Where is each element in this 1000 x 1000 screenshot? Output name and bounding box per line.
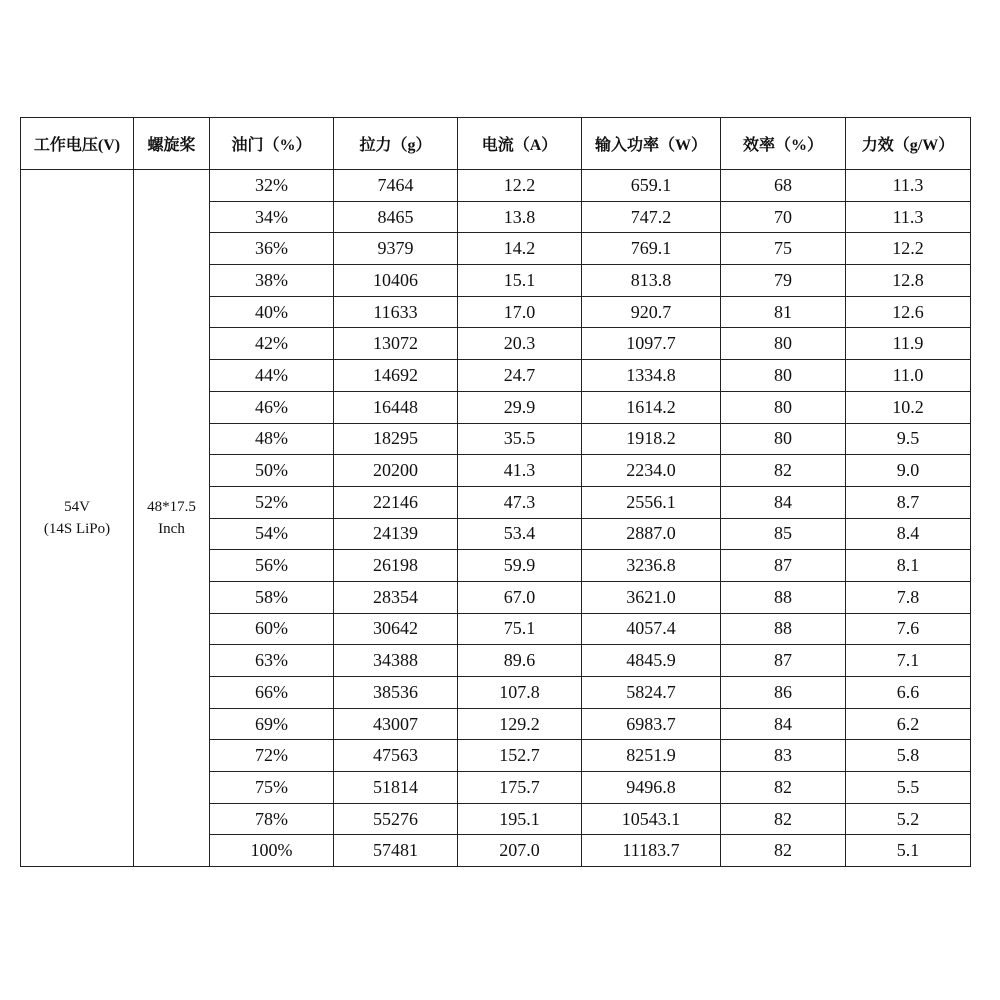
cell-efficiency: 81 xyxy=(721,296,846,328)
cell-input-power: 5824.7 xyxy=(582,677,721,709)
cell-force-efficiency: 9.0 xyxy=(846,455,971,487)
header-throttle: 油门（%） xyxy=(210,118,334,170)
cell-input-power: 2887.0 xyxy=(582,518,721,550)
cell-force-efficiency: 8.1 xyxy=(846,550,971,582)
cell-throttle: 100% xyxy=(210,835,334,867)
cell-efficiency: 84 xyxy=(721,708,846,740)
cell-current: 53.4 xyxy=(458,518,582,550)
cell-current: 195.1 xyxy=(458,803,582,835)
cell-force-efficiency: 9.5 xyxy=(846,423,971,455)
cell-input-power: 1334.8 xyxy=(582,360,721,392)
cell-efficiency: 88 xyxy=(721,581,846,613)
cell-input-power: 10543.1 xyxy=(582,803,721,835)
cell-input-power: 4845.9 xyxy=(582,645,721,677)
cell-input-power: 6983.7 xyxy=(582,708,721,740)
table-row xyxy=(21,170,971,202)
cell-throttle: 58% xyxy=(210,581,334,613)
header-input-power: 输入功率（W） xyxy=(582,118,721,170)
cell-force-efficiency: 12.8 xyxy=(846,265,971,297)
cell-input-power: 3236.8 xyxy=(582,550,721,582)
cell-efficiency: 87 xyxy=(721,550,846,582)
cell-efficiency: 80 xyxy=(721,328,846,360)
header-row xyxy=(21,118,971,170)
cell-force-efficiency: 7.8 xyxy=(846,581,971,613)
cell-throttle: 69% xyxy=(210,708,334,740)
cell-current: 29.9 xyxy=(458,391,582,423)
cell-input-power: 769.1 xyxy=(582,233,721,265)
cell-thrust: 22146 xyxy=(334,486,458,518)
cell-force-efficiency: 7.6 xyxy=(846,613,971,645)
cell-current: 41.3 xyxy=(458,455,582,487)
cell-thrust: 38536 xyxy=(334,677,458,709)
cell-efficiency: 79 xyxy=(721,265,846,297)
cell-efficiency: 86 xyxy=(721,677,846,709)
cell-thrust: 20200 xyxy=(334,455,458,487)
cell-throttle: 78% xyxy=(210,803,334,835)
header-propeller: 螺旋桨 xyxy=(134,118,210,170)
cell-efficiency: 87 xyxy=(721,645,846,677)
cell-thrust: 51814 xyxy=(334,772,458,804)
cell-thrust: 7464 xyxy=(334,170,458,202)
cell-input-power: 1918.2 xyxy=(582,423,721,455)
cell-thrust: 18295 xyxy=(334,423,458,455)
cell-force-efficiency: 12.6 xyxy=(846,296,971,328)
cell-efficiency: 88 xyxy=(721,613,846,645)
cell-throttle: 46% xyxy=(210,391,334,423)
cell-force-efficiency: 11.0 xyxy=(846,360,971,392)
cell-efficiency: 75 xyxy=(721,233,846,265)
cell-input-power: 9496.8 xyxy=(582,772,721,804)
cell-current: 89.6 xyxy=(458,645,582,677)
cell-force-efficiency: 8.4 xyxy=(846,518,971,550)
cell-current: 129.2 xyxy=(458,708,582,740)
cell-thrust: 16448 xyxy=(334,391,458,423)
cell-force-efficiency: 12.2 xyxy=(846,233,971,265)
cell-thrust: 47563 xyxy=(334,740,458,772)
cell-throttle: 72% xyxy=(210,740,334,772)
cell-thrust: 57481 xyxy=(334,835,458,867)
cell-throttle: 54% xyxy=(210,518,334,550)
cell-thrust: 55276 xyxy=(334,803,458,835)
header-voltage: 工作电压(V) xyxy=(21,118,134,170)
cell-throttle: 52% xyxy=(210,486,334,518)
cell-thrust: 26198 xyxy=(334,550,458,582)
cell-efficiency: 70 xyxy=(721,201,846,233)
cell-input-power: 11183.7 xyxy=(582,835,721,867)
cell-throttle: 60% xyxy=(210,613,334,645)
cell-efficiency: 82 xyxy=(721,803,846,835)
cell-force-efficiency: 5.5 xyxy=(846,772,971,804)
cell-input-power: 747.2 xyxy=(582,201,721,233)
cell-throttle: 63% xyxy=(210,645,334,677)
cell-efficiency: 80 xyxy=(721,391,846,423)
cell-thrust: 24139 xyxy=(334,518,458,550)
cell-efficiency: 83 xyxy=(721,740,846,772)
cell-current: 67.0 xyxy=(458,581,582,613)
cell-force-efficiency: 5.8 xyxy=(846,740,971,772)
cell-voltage xyxy=(21,170,134,867)
header-force-efficiency: 力效（g/W） xyxy=(846,118,971,170)
cell-throttle: 44% xyxy=(210,360,334,392)
cell-throttle: 50% xyxy=(210,455,334,487)
cell-thrust: 13072 xyxy=(334,328,458,360)
cell-throttle: 36% xyxy=(210,233,334,265)
propeller-size: 48*17.5 xyxy=(147,499,196,516)
cell-current: 15.1 xyxy=(458,265,582,297)
cell-input-power: 1097.7 xyxy=(582,328,721,360)
cell-input-power: 8251.9 xyxy=(582,740,721,772)
cell-efficiency: 85 xyxy=(721,518,846,550)
cell-throttle: 66% xyxy=(210,677,334,709)
cell-current: 12.2 xyxy=(458,170,582,202)
cell-force-efficiency: 5.2 xyxy=(846,803,971,835)
cell-current: 152.7 xyxy=(458,740,582,772)
cell-input-power: 659.1 xyxy=(582,170,721,202)
cell-current: 24.7 xyxy=(458,360,582,392)
cell-current: 20.3 xyxy=(458,328,582,360)
cell-current: 14.2 xyxy=(458,233,582,265)
cell-thrust: 34388 xyxy=(334,645,458,677)
cell-current: 207.0 xyxy=(458,835,582,867)
cell-force-efficiency: 8.7 xyxy=(846,486,971,518)
cell-efficiency: 84 xyxy=(721,486,846,518)
cell-thrust: 11633 xyxy=(334,296,458,328)
cell-throttle: 34% xyxy=(210,201,334,233)
cell-input-power: 813.8 xyxy=(582,265,721,297)
cell-throttle: 40% xyxy=(210,296,334,328)
cell-thrust: 14692 xyxy=(334,360,458,392)
cell-current: 59.9 xyxy=(458,550,582,582)
header-thrust: 拉力（g） xyxy=(334,118,458,170)
performance-table-container xyxy=(20,117,970,867)
cell-efficiency: 80 xyxy=(721,423,846,455)
cell-efficiency: 68 xyxy=(721,170,846,202)
cell-input-power: 4057.4 xyxy=(582,613,721,645)
cell-force-efficiency: 11.9 xyxy=(846,328,971,360)
cell-input-power: 2556.1 xyxy=(582,486,721,518)
propeller-unit: Inch xyxy=(158,521,185,538)
cell-thrust: 8465 xyxy=(334,201,458,233)
cell-current: 107.8 xyxy=(458,677,582,709)
cell-throttle: 32% xyxy=(210,170,334,202)
motor-performance-table xyxy=(20,117,971,867)
cell-force-efficiency: 11.3 xyxy=(846,170,971,202)
header-current: 电流（A） xyxy=(458,118,582,170)
cell-input-power: 2234.0 xyxy=(582,455,721,487)
cell-force-efficiency: 10.2 xyxy=(846,391,971,423)
cell-force-efficiency: 11.3 xyxy=(846,201,971,233)
cell-force-efficiency: 6.6 xyxy=(846,677,971,709)
cell-throttle: 48% xyxy=(210,423,334,455)
cell-force-efficiency: 7.1 xyxy=(846,645,971,677)
cell-current: 175.7 xyxy=(458,772,582,804)
cell-efficiency: 82 xyxy=(721,772,846,804)
cell-throttle: 38% xyxy=(210,265,334,297)
cell-current: 17.0 xyxy=(458,296,582,328)
battery-type: (14S LiPo) xyxy=(43,521,111,538)
cell-current: 35.5 xyxy=(458,423,582,455)
cell-throttle: 42% xyxy=(210,328,334,360)
cell-thrust: 30642 xyxy=(334,613,458,645)
voltage-value: 54V xyxy=(64,499,90,516)
cell-thrust: 9379 xyxy=(334,233,458,265)
cell-throttle: 75% xyxy=(210,772,334,804)
header-efficiency: 效率（%） xyxy=(721,118,846,170)
cell-input-power: 1614.2 xyxy=(582,391,721,423)
cell-thrust: 43007 xyxy=(334,708,458,740)
cell-current: 75.1 xyxy=(458,613,582,645)
cell-force-efficiency: 5.1 xyxy=(846,835,971,867)
cell-propeller xyxy=(134,170,210,867)
cell-current: 47.3 xyxy=(458,486,582,518)
cell-input-power: 3621.0 xyxy=(582,581,721,613)
cell-current: 13.8 xyxy=(458,201,582,233)
cell-input-power: 920.7 xyxy=(582,296,721,328)
cell-thrust: 28354 xyxy=(334,581,458,613)
cell-efficiency: 80 xyxy=(721,360,846,392)
cell-efficiency: 82 xyxy=(721,455,846,487)
cell-force-efficiency: 6.2 xyxy=(846,708,971,740)
cell-throttle: 56% xyxy=(210,550,334,582)
cell-efficiency: 82 xyxy=(721,835,846,867)
cell-thrust: 10406 xyxy=(334,265,458,297)
